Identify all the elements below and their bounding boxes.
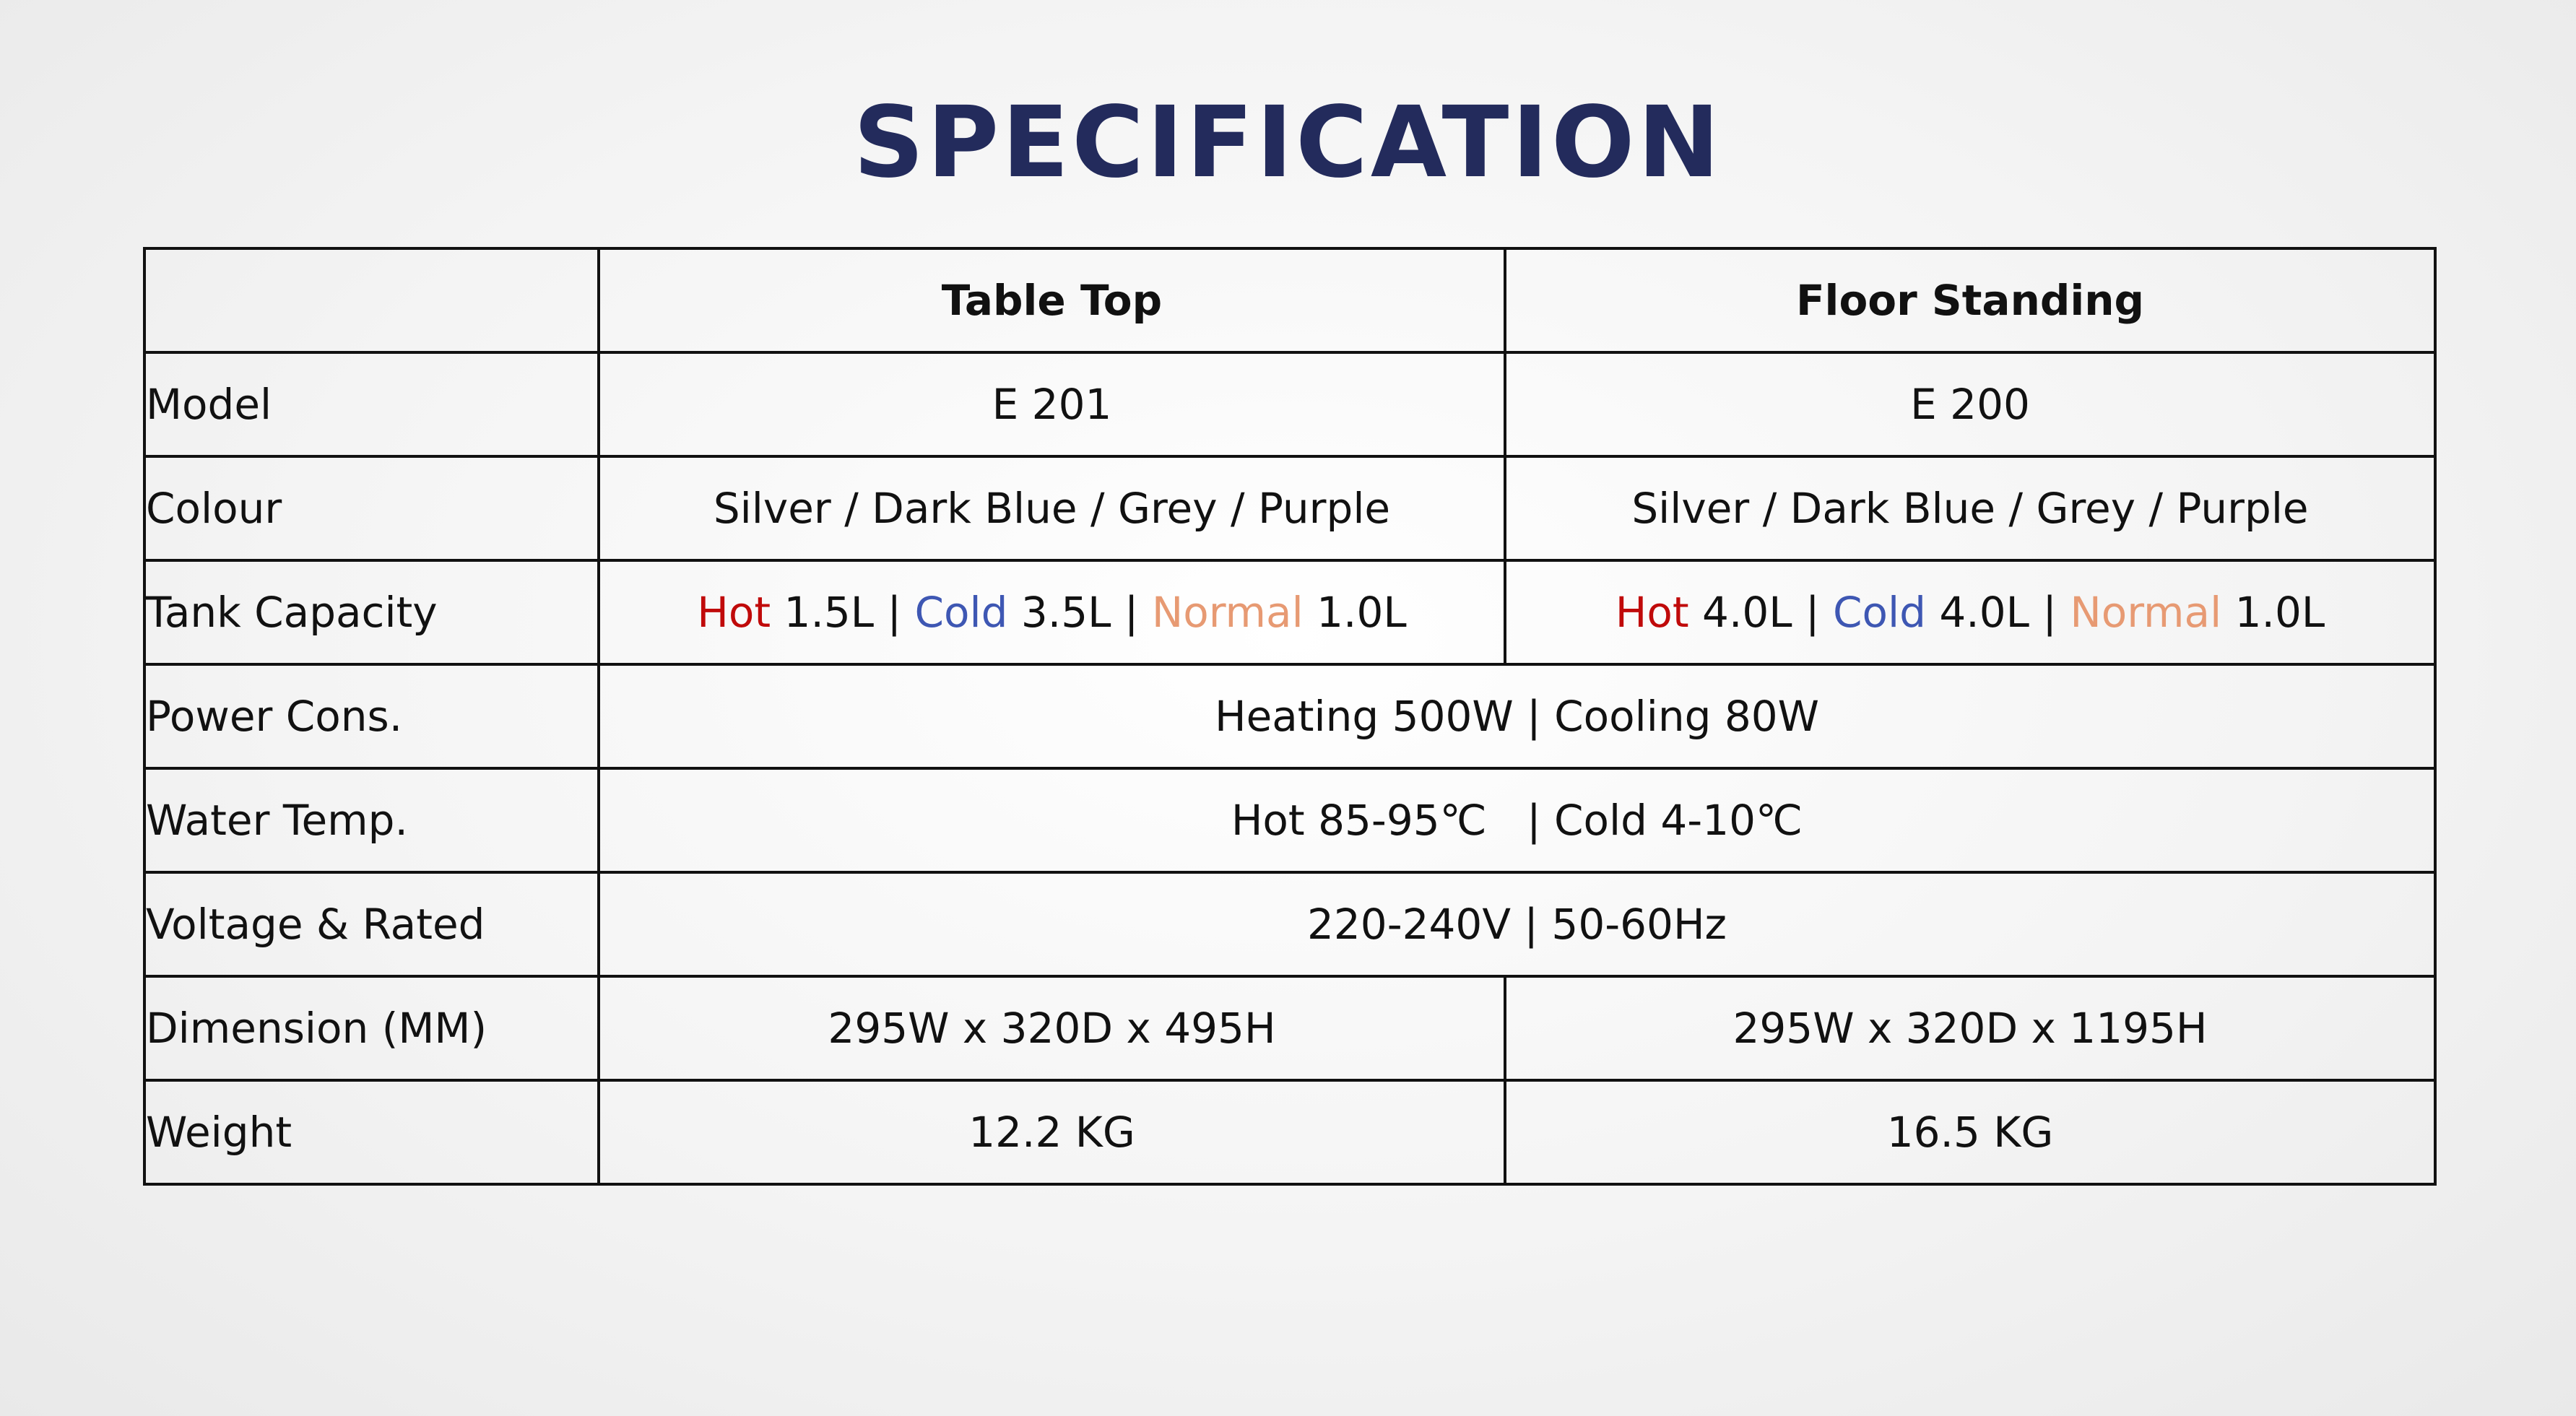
normal-label: Normal bbox=[2070, 588, 2222, 637]
table-row-dimension bbox=[144, 976, 2435, 1080]
cold-value: 3.5L | bbox=[1007, 588, 1152, 637]
hot-value: 4.0L | bbox=[1688, 588, 1834, 637]
power-value: Heating 500W | Cooling 80W bbox=[599, 664, 2435, 768]
table-row-weight bbox=[144, 1080, 2435, 1184]
row-label-weight: Weight bbox=[144, 1080, 599, 1184]
cold-label: Cold bbox=[914, 588, 1008, 637]
normal-value: 1.0L bbox=[2221, 588, 2325, 637]
normal-label: Normal bbox=[1151, 588, 1304, 637]
table-row-colour bbox=[144, 456, 2435, 560]
weight-floor-standing: 16.5 KG bbox=[1505, 1080, 2435, 1184]
model-floor-standing: E 200 bbox=[1505, 352, 2435, 456]
voltage-value: 220-240V | 50-60Hz bbox=[599, 872, 2435, 976]
row-label-colour: Colour bbox=[144, 456, 599, 560]
header-corner-cell bbox=[144, 248, 599, 352]
table-row-voltage bbox=[144, 872, 2435, 976]
weight-table-top: 12.2 KG bbox=[599, 1080, 1505, 1184]
row-label-tank-capacity: Tank Capacity bbox=[144, 560, 599, 664]
row-label-voltage: Voltage & Rated bbox=[144, 872, 599, 976]
colour-floor-standing: Silver / Dark Blue / Grey / Purple bbox=[1505, 456, 2435, 560]
water-temp-value: Hot 85-95℃ | Cold 4-10℃ bbox=[599, 768, 2435, 872]
normal-value: 1.0L bbox=[1303, 588, 1407, 637]
header-floor-standing: Floor Standing bbox=[1505, 248, 2435, 352]
header-table-top: Table Top bbox=[599, 248, 1505, 352]
tank-capacity-floor-standing bbox=[1505, 560, 2435, 664]
header-row bbox=[144, 248, 2435, 352]
colour-table-top: Silver / Dark Blue / Grey / Purple bbox=[599, 456, 1505, 560]
tank-capacity-table-top bbox=[599, 560, 1505, 664]
row-label-dimension: Dimension (MM) bbox=[144, 976, 599, 1080]
table-row-water-temp bbox=[144, 768, 2435, 872]
row-label-model: Model bbox=[144, 352, 599, 456]
specification-table bbox=[143, 247, 2437, 1186]
page-title: SPECIFICATION bbox=[853, 86, 1723, 200]
table-row-model bbox=[144, 352, 2435, 456]
cold-label: Cold bbox=[1833, 588, 1926, 637]
table-row-tank-capacity bbox=[144, 560, 2435, 664]
dimension-table-top: 295W x 320D x 495H bbox=[599, 976, 1505, 1080]
hot-label: Hot bbox=[1615, 588, 1689, 637]
cold-value: 4.0L | bbox=[1925, 588, 2070, 637]
dimension-floor-standing: 295W x 320D x 1195H bbox=[1505, 976, 2435, 1080]
row-label-power: Power Cons. bbox=[144, 664, 599, 768]
hot-value: 1.5L | bbox=[771, 588, 915, 637]
model-table-top: E 201 bbox=[599, 352, 1505, 456]
table-row-power bbox=[144, 664, 2435, 768]
hot-label: Hot bbox=[697, 588, 771, 637]
row-label-water-temp: Water Temp. bbox=[144, 768, 599, 872]
